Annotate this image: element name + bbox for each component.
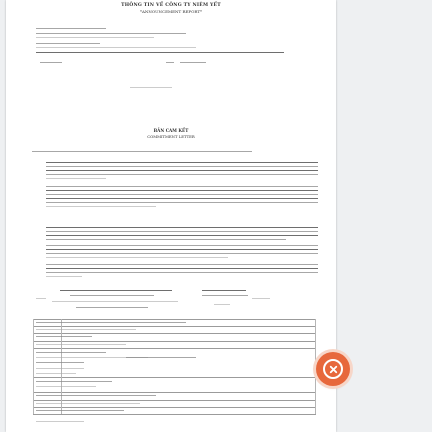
circle-x-icon [323, 359, 343, 379]
x-mark-icon [328, 364, 339, 375]
document-header-title: THÔNG TIN VỀ CÔNG TY NIÊM YẾT [121, 3, 221, 8]
document-header-subtitle: *ANNOUNCEMENT REPORT* [140, 9, 202, 14]
page2-header-title: BẢN CAM KẾT [153, 128, 189, 133]
page2-header-subtitle: COMMITMENT LETTER [147, 134, 195, 139]
document-page [6, 0, 336, 432]
close-document-button[interactable] [316, 352, 350, 386]
